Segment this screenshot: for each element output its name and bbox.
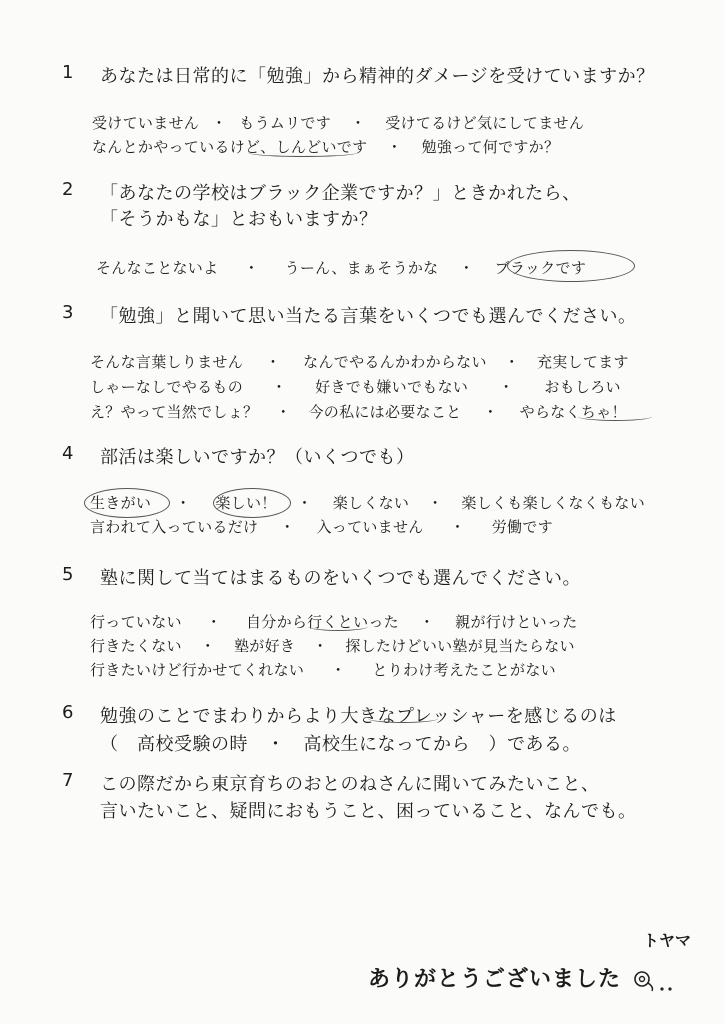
question-text: あなたは日常的に「勉強」から精神的ダメージを受けていますか？ bbox=[100, 66, 655, 87]
option[interactable]: 受けてるけど気にしてません bbox=[385, 114, 585, 132]
question-text[interactable]: （ 高校受験の時 ・ 高校生になってから ）である。 bbox=[100, 734, 581, 755]
separator: ・ bbox=[450, 518, 466, 536]
options-row bbox=[90, 351, 629, 372]
question-text: 勉強のことでまわりからより大きなプレッシャーを感じるのは bbox=[100, 706, 617, 727]
question-number: 1 bbox=[62, 62, 74, 83]
option[interactable]: 楽しい！ bbox=[215, 494, 277, 512]
option[interactable]: 充実してます bbox=[536, 353, 629, 371]
question-number: 3 bbox=[62, 302, 74, 323]
option[interactable]: やらなくちゃ！ bbox=[519, 403, 627, 421]
separator: ・ bbox=[265, 353, 281, 371]
option[interactable]: 親が行けといった bbox=[455, 613, 578, 631]
question-text: 塾に関して当てはまるものをいくつでも選んでください。 bbox=[100, 568, 581, 589]
question-number: 2 bbox=[62, 179, 74, 200]
option[interactable]: 自分から行くといった bbox=[245, 613, 399, 631]
option[interactable]: うーん、まぁそうかな bbox=[284, 259, 439, 277]
separator: ・ bbox=[243, 259, 260, 277]
option[interactable]: なんとかやっているけど、しんどいです bbox=[92, 138, 368, 156]
options-row bbox=[92, 112, 584, 133]
options-row bbox=[90, 401, 627, 422]
option[interactable]: おもしろい bbox=[544, 378, 621, 396]
separator: ・ bbox=[296, 494, 313, 512]
option[interactable]: 探したけどいい塾が見当たらない bbox=[345, 637, 575, 655]
option[interactable]: 今の私には必要なこと bbox=[308, 403, 462, 421]
handwritten-name: トヤマ bbox=[643, 931, 692, 950]
options-row bbox=[92, 136, 559, 157]
option[interactable]: 生きがい bbox=[90, 494, 152, 512]
option[interactable]: 勉強って何ですか？ bbox=[421, 138, 560, 156]
separator: ・ bbox=[498, 378, 514, 396]
option[interactable]: しゃーなしでやるもの bbox=[90, 378, 244, 396]
question-text: 「あなたの学校はブラック企業ですか？」ときかれたら、 bbox=[100, 183, 581, 204]
question-number: 4 bbox=[62, 443, 74, 464]
question-number: 7 bbox=[62, 770, 74, 791]
question-text: 「勉強」と聞いて思い当たる言葉をいくつでも選んでください。 bbox=[100, 306, 637, 327]
separator: ・ bbox=[427, 494, 443, 512]
option[interactable]: 楽しくも楽しくなくもない bbox=[461, 494, 645, 512]
option[interactable]: そんな言葉しりません bbox=[90, 353, 244, 371]
options-row bbox=[90, 635, 575, 656]
option[interactable]: 受けていません bbox=[92, 114, 200, 132]
separator: ・ bbox=[275, 403, 292, 421]
separator: ・ bbox=[312, 637, 328, 655]
separator: ・ bbox=[419, 613, 435, 631]
options-row bbox=[90, 376, 621, 397]
separator: ・ bbox=[482, 403, 499, 421]
separator: ・ bbox=[211, 114, 227, 132]
separator: ・ bbox=[206, 613, 222, 631]
separator: ・ bbox=[279, 518, 296, 536]
option[interactable]: ブラックです bbox=[494, 259, 587, 277]
option[interactable]: もうムリです bbox=[239, 114, 332, 132]
option[interactable]: 行っていない bbox=[90, 613, 182, 631]
separator: ・ bbox=[200, 637, 216, 655]
separator: ・ bbox=[350, 114, 366, 132]
separator: ・ bbox=[458, 259, 475, 277]
options-row bbox=[90, 611, 578, 632]
option[interactable]: そんなことないよ bbox=[96, 259, 219, 277]
option[interactable]: 楽しくない bbox=[332, 494, 410, 512]
options-row bbox=[90, 516, 553, 537]
question-number: 5 bbox=[62, 564, 74, 585]
option[interactable]: 言われて入っているだけ bbox=[90, 518, 259, 536]
option[interactable]: 好きでも嫌いでもない bbox=[315, 378, 469, 396]
options-row bbox=[90, 492, 645, 513]
option[interactable]: 労働です bbox=[491, 518, 553, 536]
option[interactable]: なんでやるんかわからない bbox=[303, 353, 487, 371]
question-text: 言いたいこと、疑問におもうこと、困っていること、なんでも。 bbox=[100, 801, 637, 822]
question-text: この際だから東京育ちのおとのねさんに聞いてみたいこと、 bbox=[100, 774, 600, 795]
separator: ・ bbox=[271, 378, 287, 396]
separator: ・ bbox=[330, 661, 346, 679]
option[interactable]: 入っていません bbox=[316, 518, 424, 536]
option[interactable]: 行きたくない bbox=[90, 637, 182, 655]
option[interactable]: 塾が好き bbox=[233, 637, 296, 655]
separator: ・ bbox=[504, 353, 520, 371]
separator: ・ bbox=[386, 138, 403, 156]
option[interactable]: え？やって当然でしょ？ bbox=[90, 403, 259, 421]
question-text: 「そうかもな」とおもいますか？ bbox=[100, 209, 378, 230]
separator: ・ bbox=[175, 494, 191, 512]
question-text: 部活は楽しいですか？（いくつでも） bbox=[100, 447, 415, 468]
option[interactable]: 行きたいけど行かせてくれない bbox=[90, 661, 305, 679]
flower-doodle-icon bbox=[630, 967, 680, 993]
options-row bbox=[90, 659, 556, 680]
option[interactable]: とりわけ考えたことがない bbox=[372, 661, 556, 679]
handwritten-thanks bbox=[368, 962, 680, 993]
question-number: 6 bbox=[62, 702, 74, 723]
thanks-text: ありがとうございました bbox=[368, 967, 622, 992]
options-row bbox=[96, 257, 586, 278]
